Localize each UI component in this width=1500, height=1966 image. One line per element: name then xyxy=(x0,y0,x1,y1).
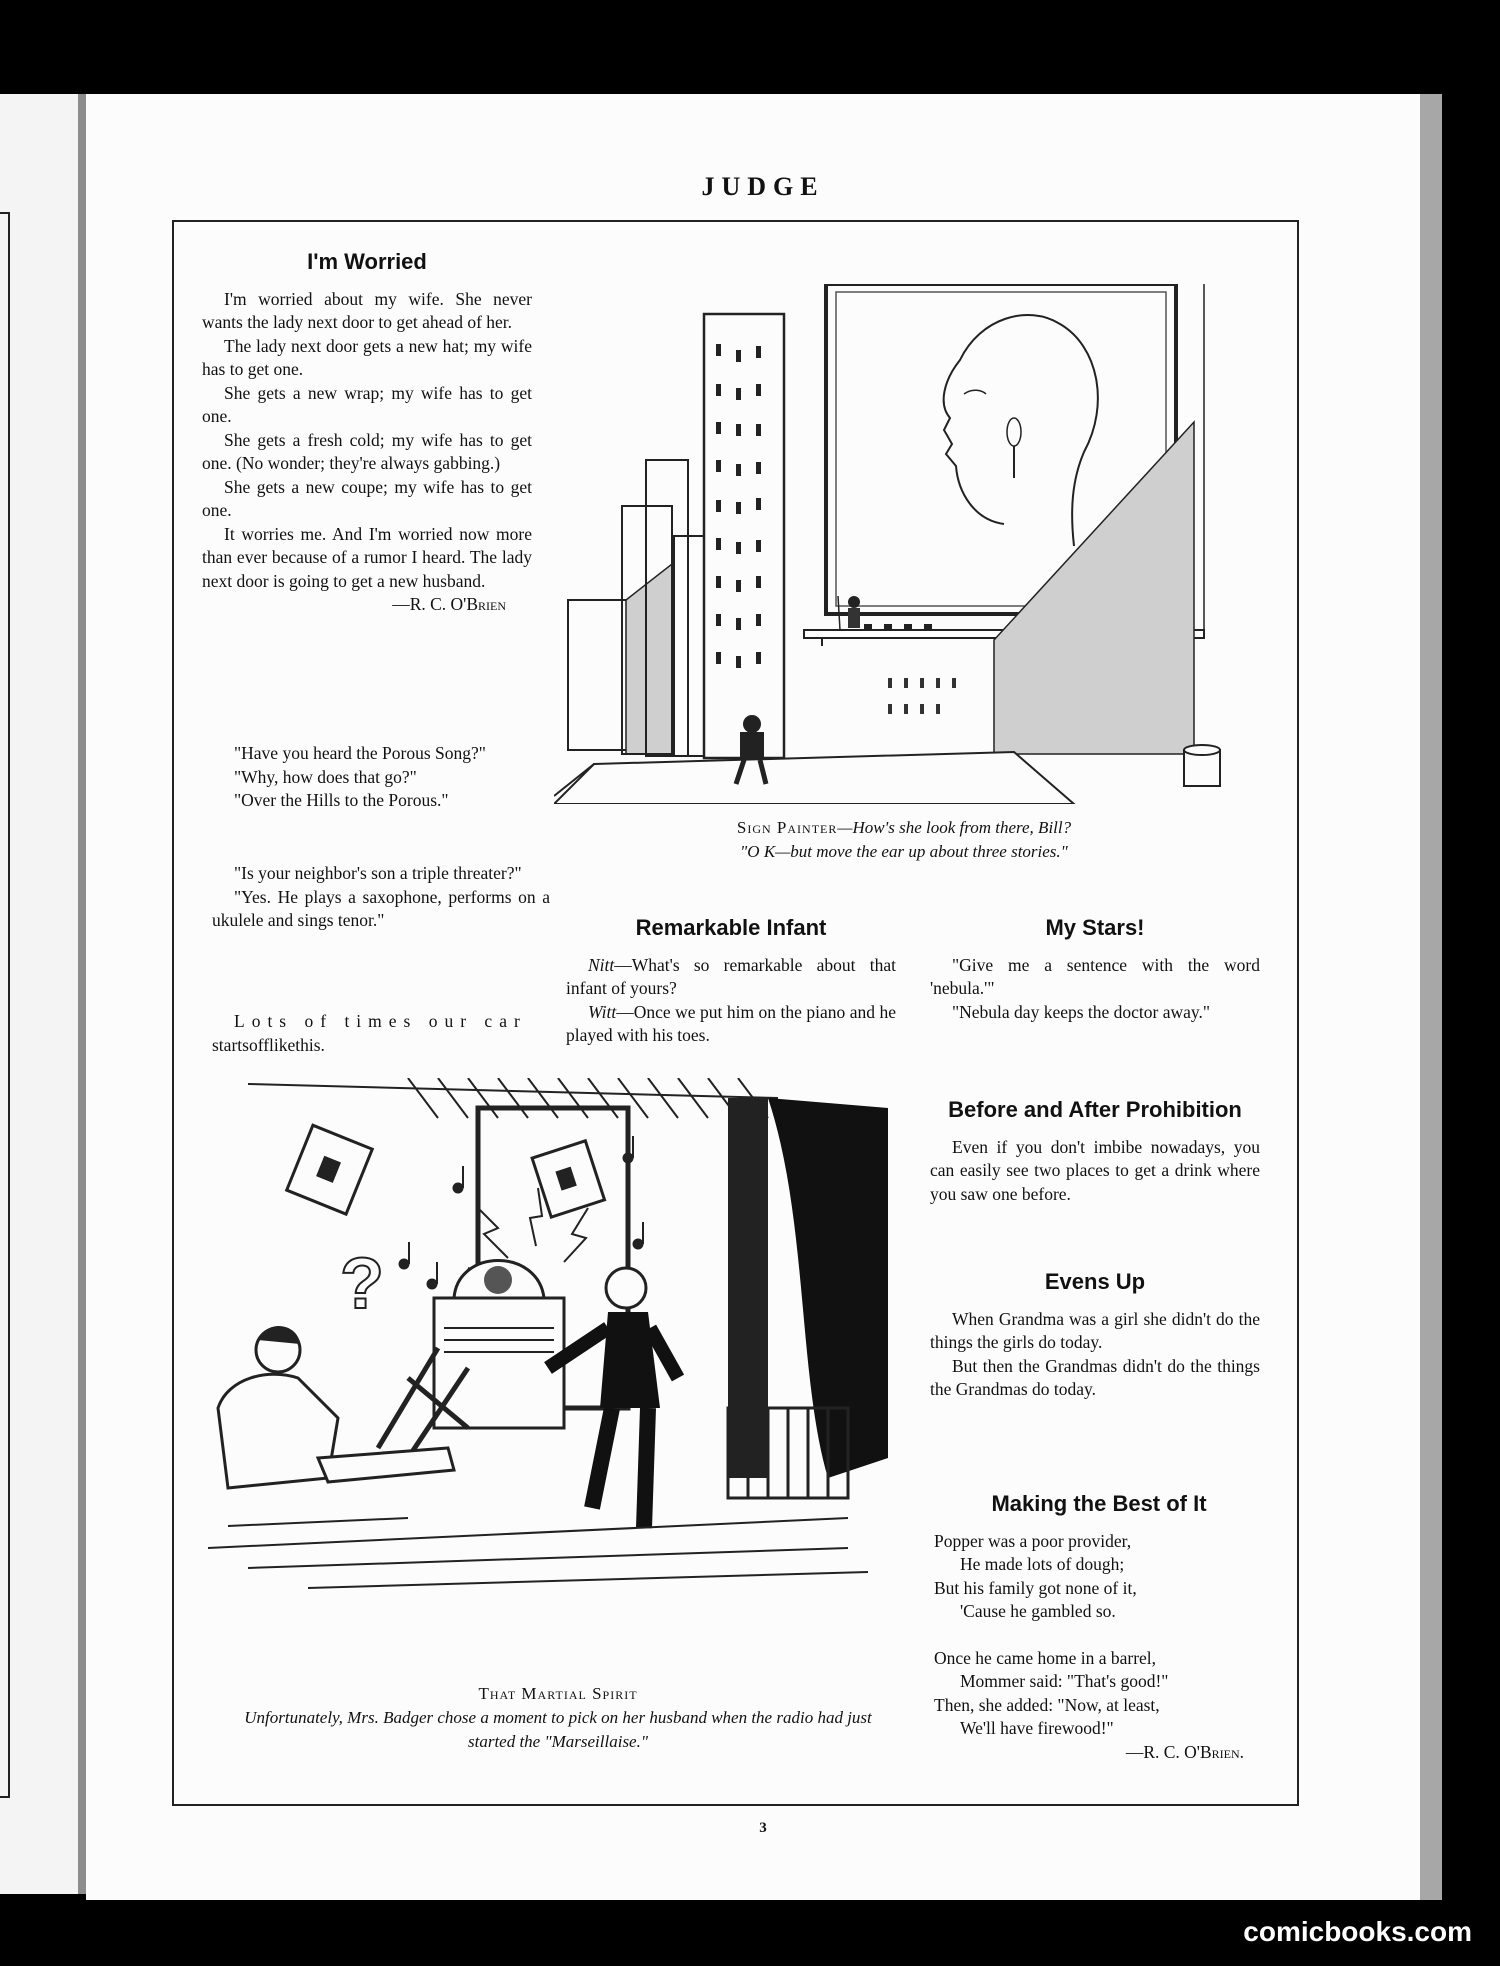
poem-line: He made lots of dough; xyxy=(960,1554,1125,1574)
article-evens-up xyxy=(930,1270,1260,1402)
poem-line: But his family got none of it, xyxy=(934,1577,1137,1598)
heading-evens-up: Evens Up xyxy=(1044,1269,1146,1294)
infant-speaker-1: Nitt xyxy=(588,954,615,975)
poem-signature: —R. C. O'Brien. xyxy=(1125,1741,1244,1762)
heading-im-worried: I'm Worried xyxy=(307,249,427,274)
porous-line: "Have you heard the Porous Song?" xyxy=(234,743,486,763)
article-im-worried xyxy=(202,250,532,617)
poem-line: We'll have firewood!" xyxy=(960,1718,1114,1738)
joke-car xyxy=(212,1010,550,1057)
car-line-squashed: startsofflikethis. xyxy=(212,1034,325,1055)
worried-signature: —R. C. O'Brien xyxy=(392,594,506,614)
heading-making-the-best: Making the Best of It xyxy=(991,1491,1207,1516)
watermark: comicbooks.com xyxy=(1243,1916,1472,1947)
triple-line: "Is your neighbor's son a triple threater?" xyxy=(234,863,522,883)
joke-triple-threater xyxy=(212,862,550,933)
prohibition-text: Even if you don't imbibe nowadays, you can easily see two places to get a drink where you saw one before. xyxy=(930,1136,1260,1204)
porous-line: "Why, how does that go?" xyxy=(234,766,417,787)
page-edge-shadow xyxy=(1420,94,1442,1900)
martial-title: That Martial Spirit xyxy=(478,1684,638,1703)
question-mark: ? xyxy=(340,1244,384,1324)
poem-line: Once he came home in a barrel, xyxy=(934,1647,1157,1668)
stars-line-1: "Give me a sentence with the word 'nebula.'" xyxy=(930,954,1260,998)
caption-speaker: Sign Painter xyxy=(736,818,838,837)
heading-remarkable-infant: Remarkable Infant xyxy=(635,915,827,940)
worried-paragraph: The lady next door gets a new hat; my wife has to get one. xyxy=(202,335,532,379)
poem-line: Popper was a poor provider, xyxy=(934,1530,1132,1551)
article-my-stars xyxy=(930,916,1260,1024)
evens-line-1: When Grandma was a girl she didn't do the things the girls do today. xyxy=(930,1308,1260,1352)
magazine-page xyxy=(86,94,1440,1900)
facing-page-edge xyxy=(0,94,90,1894)
masthead: JUDGE xyxy=(701,172,825,201)
article-remarkable-infant xyxy=(566,916,896,1048)
caption-line-1: —How's she look from there, Bill? xyxy=(837,818,1072,837)
infant-line-2: —Once we put him on the piano and he played with his toes. xyxy=(566,1001,896,1045)
car-line-spaced: Lots of times our car xyxy=(234,1011,527,1031)
porous-line: "Over the Hills to the Porous." xyxy=(234,790,449,810)
worried-paragraph: She gets a new wrap; my wife has to get one. xyxy=(202,382,532,426)
martial-spirit-caption xyxy=(238,1682,878,1754)
facing-page-rule xyxy=(0,212,10,1798)
worried-paragraph: It worries me. And I'm worried now more than ever because of a rumor I heard. The lady next door is going to get a new husband. xyxy=(202,523,532,591)
martial-caption-text: Unfortunately, Mrs. Badger chose a moment to pick on her husband when the radio had just started the "Marseillaise." xyxy=(244,1708,872,1751)
infant-speaker-2: Witt xyxy=(588,1001,617,1022)
evens-line-2: But then the Grandmas didn't do the things the Grandmas do today. xyxy=(930,1355,1260,1399)
triple-line: "Yes. He plays a saxophone, performs on a ukulele and sings tenor." xyxy=(212,886,550,930)
infant-line-1: —What's so remarkable about that infant of yours? xyxy=(566,954,896,998)
article-prohibition xyxy=(930,1098,1260,1206)
worried-paragraph: She gets a fresh cold; my wife has to get one. (No wonder; they're always gabbing.) xyxy=(202,429,532,473)
worried-paragraph: She gets a new coupe; my wife has to get one. xyxy=(202,476,532,520)
sign-painter-cartoon xyxy=(554,284,1254,804)
poem-line: 'Cause he gambled so. xyxy=(960,1601,1116,1621)
worried-paragraph: I'm worried about my wife. She never wants the lady next door to get ahead of her. xyxy=(202,288,532,332)
poem-line: Then, she added: "Now, at least, xyxy=(934,1694,1160,1715)
sign-painter-caption xyxy=(554,816,1254,864)
poem-making-the-best-of-it xyxy=(934,1492,1264,1764)
heading-prohibition: Before and After Prohibition xyxy=(948,1097,1242,1122)
caption-line-2: "O K—but move the ear up about three stories." xyxy=(740,842,1068,861)
joke-porous xyxy=(212,742,542,813)
heading-my-stars: My Stars! xyxy=(1045,915,1145,940)
page-number: 3 xyxy=(759,1820,767,1836)
stars-line-2: "Nebula day keeps the doctor away." xyxy=(952,1001,1211,1022)
poem-line: Mommer said: "That's good!" xyxy=(960,1671,1169,1691)
content-frame xyxy=(172,220,1299,1806)
martial-spirit-cartoon xyxy=(208,1078,918,1668)
